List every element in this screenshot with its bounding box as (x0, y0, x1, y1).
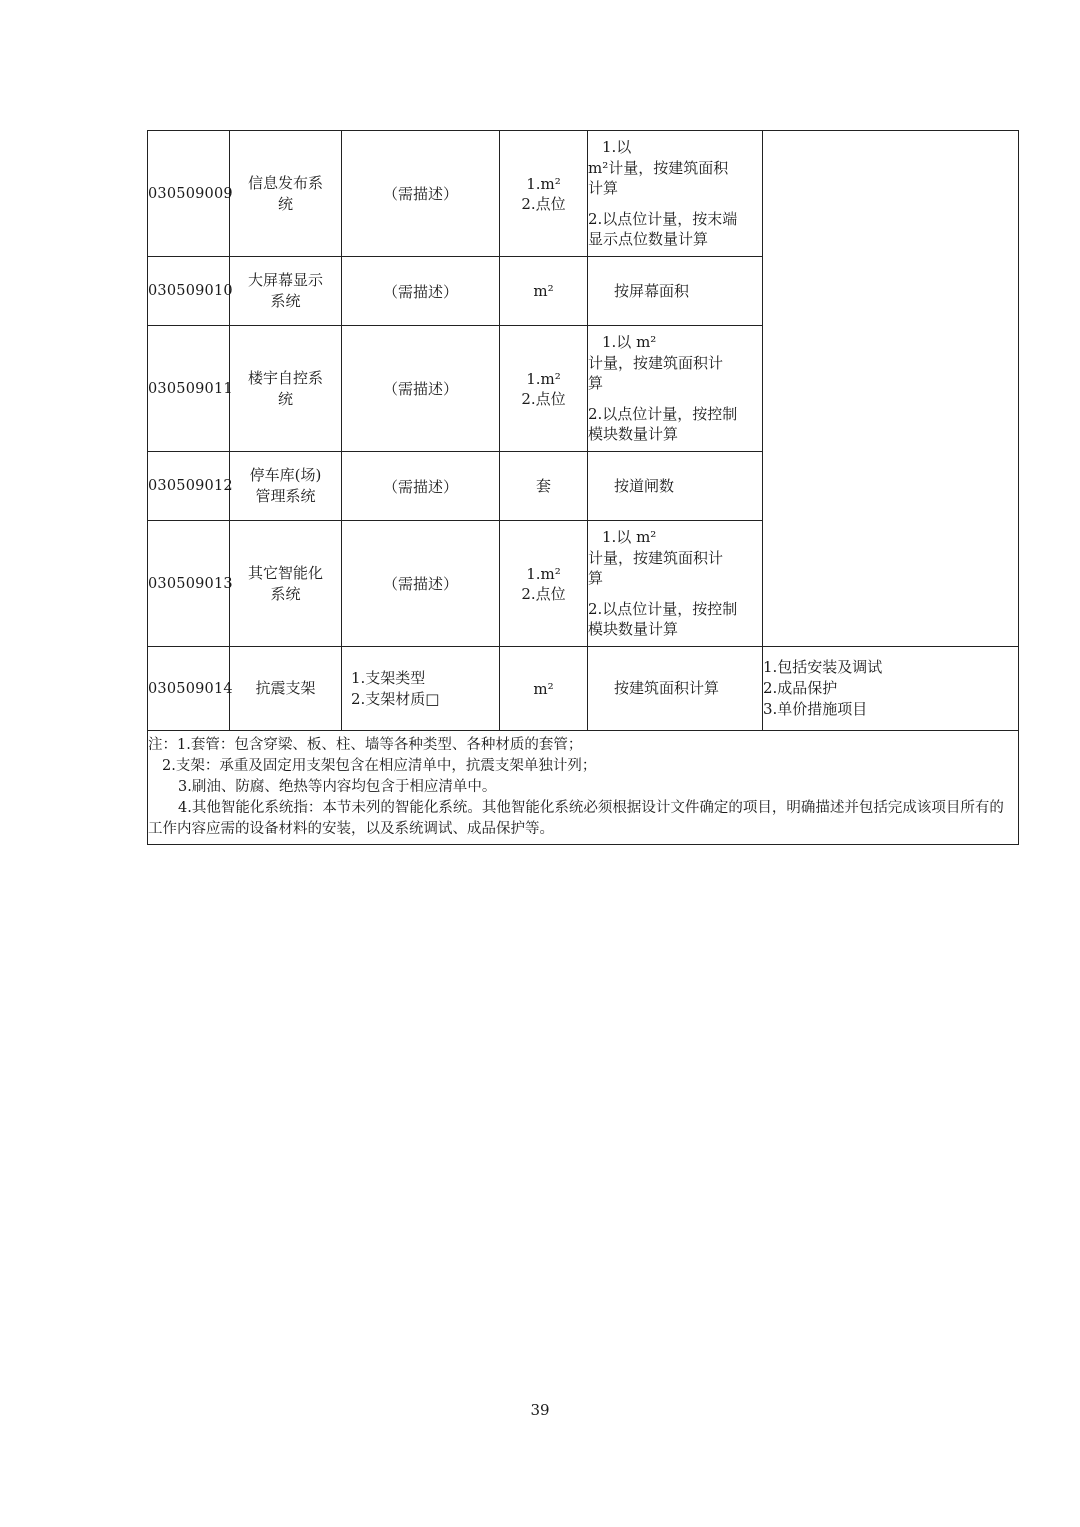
table-row (148, 131, 1019, 257)
item-feature: （需描述） (342, 452, 500, 521)
item-code: 030509014 (148, 647, 230, 731)
item-unit: 套 (500, 452, 588, 521)
item-name: 停车库(场) 管理系统 (230, 452, 342, 521)
item-name: 信息发布系 统 (230, 131, 342, 257)
item-feature: （需描述） (342, 131, 500, 257)
item-feature: （需描述） (342, 257, 500, 326)
item-unit: m² (500, 647, 588, 731)
item-feature: （需描述） (342, 326, 500, 452)
item-unit: 1.m² 2.点位 (500, 326, 588, 452)
item-calc-rule: 按道闸数 (588, 452, 763, 521)
item-work-content (763, 131, 1019, 647)
table-row (148, 647, 1019, 731)
item-calc-rule: 1.以 m² 计量，按建筑面积计 算 2.以点位计量，按控制 模块数量计算 (588, 521, 763, 647)
item-feature: 1.支架类型 2.支架材质□ (342, 647, 500, 731)
item-calc-rule: 按屏幕面积 (588, 257, 763, 326)
item-unit: 1.m² 2.点位 (500, 521, 588, 647)
item-code: 030509011 (148, 326, 230, 452)
note-4: 4.其他智能化系统指：本节未列的智能化系统。其他智能化系统必须根据设计文件确定的项目，明确描述并包括完成该项目所有的工作内容应需的设备材料的安装，以及系统调试、成品保护等。 (148, 800, 1004, 837)
page-number: 39 (530, 1401, 550, 1419)
item-code: 030509013 (148, 521, 230, 647)
item-feature: （需描述） (342, 521, 500, 647)
item-unit: m² (500, 257, 588, 326)
note-2: 2.支架：承重及固定用支架包含在相应清单中，抗震支架单独计列； (162, 758, 597, 774)
bill-of-quantities-table (147, 130, 1019, 845)
notes-row (148, 731, 1019, 845)
note-3: 3.刷油、防腐、绝热等内容均包含于相应清单中。 (178, 779, 497, 795)
item-name: 其它智能化 系统 (230, 521, 342, 647)
table-notes (148, 731, 1019, 845)
item-name: 抗震支架 (230, 647, 342, 731)
item-calc-rule: 1.以 m² 计量，按建筑面积计 算 2.以点位计量，按控制 模块数量计算 (588, 326, 763, 452)
item-code: 030509012 (148, 452, 230, 521)
item-calc-rule: 按建筑面积计算 (588, 647, 763, 731)
item-work-content: 1.包括安装及调试 2.成品保护 3.单价措施项目 (763, 647, 1019, 731)
item-code: 030509009 (148, 131, 230, 257)
item-unit: 1.m² 2.点位 (500, 131, 588, 257)
item-calc-rule: 1.以 m²计量，按建筑面积 计算 2.以点位计量，按末端 显示点位数量计算 (588, 131, 763, 257)
item-name: 楼宇自控系 统 (230, 326, 342, 452)
item-code: 030509010 (148, 257, 230, 326)
note-1: 注：1.套管：包含穿梁、板、柱、墙等各种类型、各种材质的套管； (148, 737, 583, 753)
item-name: 大屏幕显示 系统 (230, 257, 342, 326)
